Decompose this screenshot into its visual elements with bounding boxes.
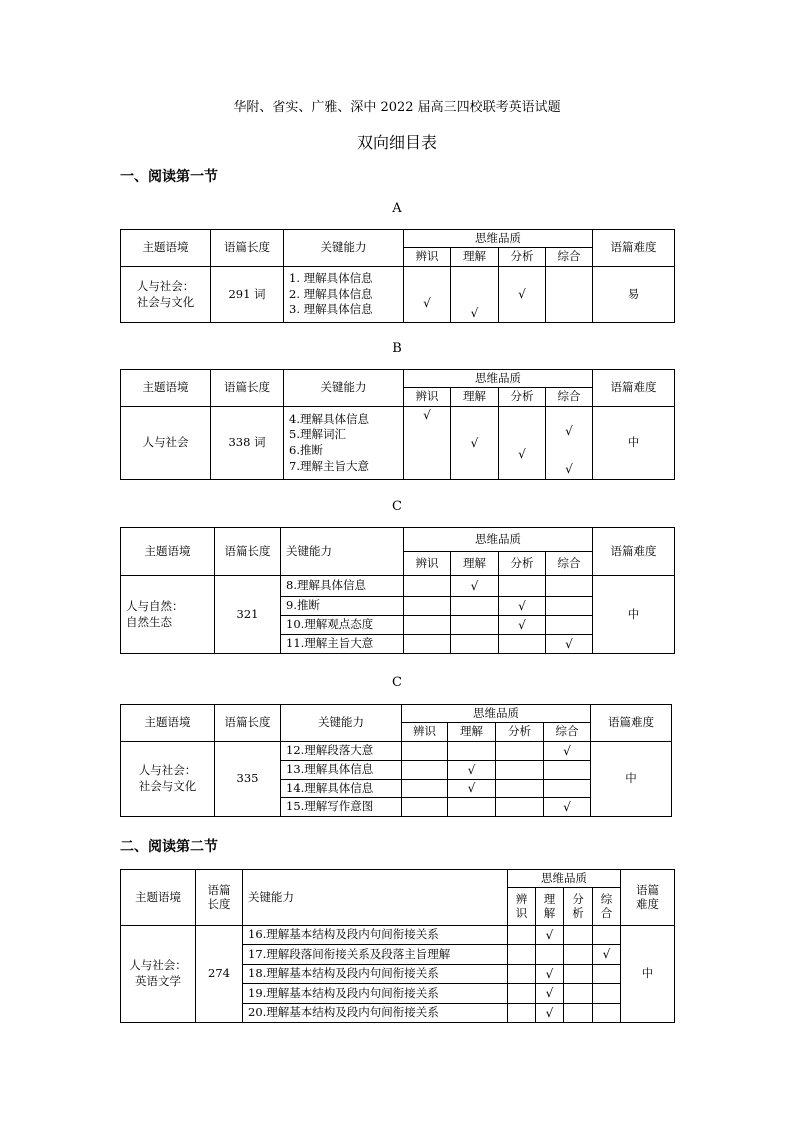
check-mark: √	[565, 462, 573, 476]
identify-cell	[404, 407, 451, 480]
ability-item: 19.理解基本结构及段内句间衔接关系	[243, 984, 508, 1004]
understand-cell	[448, 798, 496, 817]
identify-cell	[404, 576, 451, 597]
analyze-cell	[496, 798, 544, 817]
header-difficulty	[621, 870, 675, 926]
ability-item: 7.理解主旨大意	[289, 458, 369, 473]
check-mark: √	[423, 296, 431, 311]
section-heading-reading-2: 二、阅读第二节	[120, 839, 218, 855]
header-understand: 理解	[451, 248, 499, 267]
spec-table-c	[120, 527, 675, 654]
check-mark: √	[423, 408, 431, 422]
identify-cell	[404, 597, 451, 616]
spec-table-b	[120, 369, 675, 480]
analyze-cell	[499, 407, 546, 480]
header-topic: 主题语境	[121, 705, 215, 742]
synthesize-cell	[546, 407, 593, 480]
synthesize-cell	[593, 945, 621, 965]
header-synthesize	[593, 888, 621, 926]
understand-cell	[451, 597, 499, 616]
ability-cell	[284, 407, 404, 480]
header-difficulty: 语篇难度	[593, 370, 675, 407]
header-synthesize: 综合	[546, 248, 593, 267]
understand-cell	[536, 965, 564, 984]
header-topic: 主题语境	[121, 370, 211, 407]
topic-cell	[121, 267, 211, 323]
header-ability: 关键能力	[284, 230, 404, 267]
spec-table-reading-2	[120, 869, 675, 1023]
length-cell: 338 词	[211, 407, 284, 480]
header-thinking: 思维品质	[404, 370, 593, 388]
synthesize-cell	[546, 576, 593, 597]
header-understand: 理解	[448, 723, 496, 742]
understand-cell	[536, 945, 564, 965]
check-mark: √	[470, 435, 479, 450]
header-analyze	[564, 888, 593, 926]
ability-item: 16.理解基本结构及段内句间衔接关系	[243, 926, 508, 945]
analyze-cell	[496, 742, 544, 761]
header-difficulty: 语篇难度	[593, 528, 675, 576]
analyze-cell	[499, 267, 546, 323]
synthesize-cell	[593, 926, 621, 945]
understand-cell	[451, 267, 499, 323]
understand-cell	[451, 616, 499, 635]
analyze-cell	[499, 635, 546, 654]
header-synthesize: 综合	[546, 552, 593, 576]
topic-cell	[121, 926, 196, 1023]
understand-cell	[448, 780, 496, 798]
synthesize-cell	[546, 267, 593, 323]
passage-label-b: B	[392, 341, 402, 356]
understand-cell	[536, 984, 564, 1004]
understand-cell	[451, 576, 499, 597]
ability-item: 20.理解基本结构及段内句间衔接关系	[243, 1004, 508, 1023]
passage-label-c: C	[392, 499, 402, 514]
header-topic: 主题语境	[121, 870, 196, 926]
difficulty-cell: 易	[593, 267, 675, 323]
header-difficulty-line: 语篇	[636, 882, 659, 897]
identify-cell	[508, 1004, 536, 1023]
ability-item: 3. 理解具体信息	[289, 302, 373, 317]
header-length: 语篇长度	[215, 705, 281, 742]
header-understand-line: 理	[543, 891, 556, 906]
header-understand	[536, 888, 564, 926]
header-length-line: 语篇	[207, 882, 231, 897]
ability-item: 14.理解具体信息	[281, 780, 402, 798]
identify-cell	[402, 780, 448, 798]
ability-item: 18.理解基本结构及段内句间衔接关系	[243, 965, 508, 984]
check-mark: √	[467, 762, 476, 777]
synthesize-cell	[546, 597, 593, 616]
topic-cell	[121, 742, 215, 817]
ability-item: 2. 理解具体信息	[289, 286, 373, 301]
difficulty-cell: 中	[593, 576, 675, 654]
header-identify: 辨识	[404, 388, 451, 407]
header-analyze-line: 析	[572, 905, 584, 920]
spec-table-c2	[120, 704, 672, 817]
document-subtitle: 双向细目表	[356, 133, 437, 152]
understand-cell	[536, 926, 564, 945]
topic-line: 社会与文化	[138, 779, 197, 793]
synthesize-cell	[593, 1004, 621, 1023]
header-identify	[508, 888, 536, 926]
header-difficulty-line: 难度	[636, 896, 659, 911]
header-thinking: 思维品质	[508, 870, 621, 888]
header-identify: 辨识	[404, 552, 451, 576]
header-analyze-line: 分	[572, 891, 584, 906]
header-difficulty: 语篇难度	[593, 230, 675, 267]
analyze-cell	[564, 965, 593, 984]
identify-cell	[508, 984, 536, 1004]
document-title: 华附、省实、广雅、深中 2022 届高三四校联考英语试题	[233, 100, 561, 115]
passage-label-c2: C	[392, 675, 402, 690]
header-analyze: 分析	[499, 248, 546, 267]
identify-cell	[508, 926, 536, 945]
topic-cell	[121, 576, 215, 654]
check-mark: √	[565, 636, 573, 651]
topic-line: 人与社会：	[129, 958, 187, 973]
header-thinking: 思维品质	[402, 705, 591, 723]
header-analyze: 分析	[496, 723, 544, 742]
header-identify: 辨识	[402, 723, 448, 742]
ability-item: 15.理解写作意图	[281, 798, 402, 817]
topic-line: 社会与文化	[136, 294, 195, 309]
synthesize-cell	[544, 798, 591, 817]
difficulty-cell: 中	[621, 926, 675, 1023]
identify-cell	[404, 635, 451, 654]
header-analyze: 分析	[499, 552, 546, 576]
identify-cell	[404, 616, 451, 635]
header-analyze: 分析	[499, 388, 546, 407]
ability-item: 6.推断	[289, 443, 323, 457]
synthesize-cell	[546, 616, 593, 635]
header-synthesize: 综合	[544, 723, 591, 742]
ability-item: 1. 理解具体信息	[289, 271, 373, 286]
header-understand: 理解	[451, 388, 499, 407]
synthesize-cell	[593, 984, 621, 1004]
analyze-cell	[499, 616, 546, 635]
header-synthesize-line: 合	[600, 905, 613, 920]
topic-line: 人与社会：	[138, 763, 197, 778]
header-synthesize-line: 综	[600, 891, 613, 906]
header-difficulty: 语篇难度	[591, 705, 672, 742]
header-identify-line: 识	[515, 905, 528, 920]
header-ability: 关键能力	[284, 370, 404, 407]
topic-line: 自然生态	[126, 614, 172, 629]
header-identify-line: 辨	[515, 891, 528, 906]
ability-item: 13.理解具体信息	[281, 761, 402, 780]
header-length: 语篇长度	[211, 230, 284, 267]
section-heading-reading-1: 一、阅读第一节	[120, 169, 218, 185]
ability-item: 10.理解观点态度	[281, 616, 404, 635]
header-topic: 主题语境	[121, 528, 215, 576]
topic-line: 人与社会：	[136, 278, 195, 293]
ability-item: 12.理解段落大意	[281, 742, 402, 761]
difficulty-cell: 中	[591, 742, 672, 817]
analyze-cell	[496, 761, 544, 780]
check-mark: √	[563, 743, 571, 758]
understand-cell	[448, 742, 496, 761]
header-thinking: 思维品质	[404, 230, 593, 248]
analyze-cell	[496, 780, 544, 798]
check-mark: √	[467, 781, 476, 796]
check-mark: √	[470, 306, 479, 321]
synthesize-cell	[593, 965, 621, 984]
check-mark: √	[563, 799, 571, 814]
synthesize-cell	[546, 635, 593, 654]
ability-item: 8.理解具体信息	[281, 576, 404, 597]
check-mark: √	[518, 447, 526, 462]
check-mark: √	[545, 966, 554, 981]
header-synthesize: 综合	[546, 388, 593, 407]
analyze-cell	[564, 984, 593, 1004]
ability-item: 17.理解段落间衔接关系及段落主旨理解	[243, 945, 508, 965]
header-length: 语篇长度	[215, 528, 281, 576]
understand-cell	[451, 635, 499, 654]
ability-item: 4.理解具体信息	[289, 411, 369, 426]
analyze-cell	[564, 1004, 593, 1023]
understand-cell	[536, 1004, 564, 1023]
check-mark: √	[518, 287, 526, 302]
check-mark: √	[545, 1005, 554, 1020]
ability-item: 9.推断	[281, 597, 404, 616]
analyze-cell	[499, 576, 546, 597]
header-identify: 辨识	[404, 248, 451, 267]
check-mark: √	[545, 927, 554, 942]
header-ability: 关键能力	[281, 705, 402, 742]
check-mark: √	[565, 424, 573, 438]
topic-cell: 人与社会	[121, 407, 211, 480]
identify-cell	[402, 798, 448, 817]
synthesize-cell	[544, 761, 591, 780]
synthesize-cell	[544, 742, 591, 761]
understand-cell	[451, 407, 499, 480]
understand-cell	[448, 761, 496, 780]
topic-line: 人与自然：	[126, 598, 184, 613]
difficulty-cell: 中	[593, 407, 675, 480]
topic-line: 英语文学	[135, 974, 181, 988]
length-cell: 335	[215, 742, 281, 817]
spec-table-a	[120, 229, 675, 323]
header-ability: 关键能力	[281, 528, 404, 576]
length-cell: 291 词	[211, 267, 284, 323]
header-understand: 理解	[451, 552, 499, 576]
check-mark: √	[545, 986, 554, 1001]
length-cell: 321	[215, 576, 281, 654]
header-thinking: 思维品质	[404, 528, 593, 552]
header-understand-line: 解	[543, 905, 556, 920]
analyze-cell	[564, 945, 593, 965]
header-topic: 主题语境	[121, 230, 211, 267]
ability-item: 5.理解词汇	[289, 427, 346, 442]
identify-cell	[404, 267, 451, 323]
header-ability: 关键能力	[243, 870, 508, 926]
ability-item: 11.理解主旨大意	[281, 635, 404, 654]
identify-cell	[508, 965, 536, 984]
check-mark: √	[602, 947, 611, 962]
identify-cell	[508, 945, 536, 965]
identify-cell	[402, 761, 448, 780]
check-mark: √	[470, 578, 479, 593]
length-cell: 274	[196, 926, 243, 1023]
analyze-cell	[564, 926, 593, 945]
header-length-line: 长度	[207, 896, 231, 911]
ability-cell	[284, 267, 404, 323]
check-mark: √	[518, 617, 526, 632]
analyze-cell	[499, 597, 546, 616]
check-mark: √	[518, 598, 526, 613]
header-length: 语篇长度	[211, 370, 284, 407]
synthesize-cell	[544, 780, 591, 798]
identify-cell	[402, 742, 448, 761]
header-length	[196, 870, 243, 926]
passage-label-a: A	[392, 201, 402, 216]
